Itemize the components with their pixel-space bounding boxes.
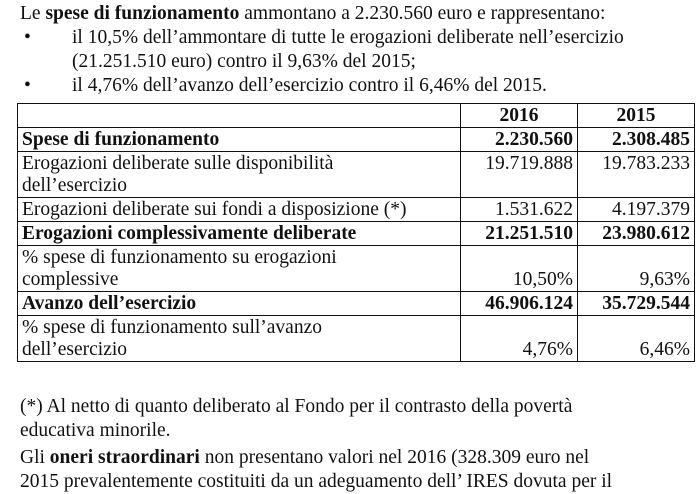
intro-bold-term: spese di funzionamento xyxy=(45,3,240,24)
value-2015: 2.308.485 xyxy=(578,128,695,152)
value-2016: 19.719.888 xyxy=(461,152,578,198)
row-label-line: Erogazioni deliberate sulle disponibilità xyxy=(22,153,334,174)
row-label-line: dell’esercizio xyxy=(22,175,128,196)
value-2015: 4.197.379 xyxy=(578,198,695,222)
paragraph-line xyxy=(20,446,694,470)
table-header-cell: 2016 xyxy=(461,104,578,128)
row-label xyxy=(18,152,461,198)
intro-prefix: Le xyxy=(20,3,46,24)
row-label-line: % spese di funzionamento su erogazioni xyxy=(22,247,337,268)
bullet-icon: • xyxy=(24,27,31,48)
row-label: Erogazioni deliberate sui fondi a disposizione (*) xyxy=(18,198,461,222)
table-header-cell: 2015 xyxy=(578,104,695,128)
table-row xyxy=(18,246,695,292)
bullet-item xyxy=(20,26,700,74)
bullet-text-line: il 10,5% dell’ammontare di tutte le erogazioni deliberate nell’esercizio xyxy=(72,27,624,48)
table-row xyxy=(18,152,695,198)
row-label xyxy=(18,246,461,292)
table-row xyxy=(18,292,695,316)
row-label: Spese di funzionamento xyxy=(18,128,461,152)
table-row xyxy=(18,198,695,222)
row-label: Erogazioni complessivamente deliberate xyxy=(18,222,461,246)
value-2015: 35.729.544 xyxy=(578,292,695,316)
table-row xyxy=(18,222,695,246)
value-2016: 4,76% xyxy=(461,316,578,362)
table-row xyxy=(18,128,695,152)
value-2015: 9,63% xyxy=(578,246,695,292)
row-label: Avanzo dell’esercizio xyxy=(18,292,461,316)
bullet-text-line: (21.251.510 euro) contro il 9,63% del 2015; xyxy=(72,51,416,72)
row-label xyxy=(18,316,461,362)
bullet-icon: • xyxy=(24,75,31,96)
value-2016: 1.531.622 xyxy=(461,198,578,222)
paragraph-bold-term: oneri straordinari xyxy=(49,447,200,468)
bullet-item xyxy=(20,74,700,98)
intro-suffix: ammontano a 2.230.560 euro e rappresentano: xyxy=(239,3,606,24)
paragraph-prefix: Gli xyxy=(20,447,50,468)
table-footnote: (*) Al netto di quanto deliberato al Fondo per il contrasto della povertà xyxy=(20,396,573,417)
table-row xyxy=(18,316,695,362)
bullet-list xyxy=(20,26,700,98)
value-2015: 6,46% xyxy=(578,316,695,362)
row-label-line: dell’esercizio xyxy=(22,339,128,360)
row-label-line: complessive xyxy=(22,269,119,290)
paragraph-suffix: non presentano valori nel 2016 (328.309 euro nel xyxy=(199,447,590,468)
expenses-table xyxy=(17,103,695,362)
value-2016: 46.906.124 xyxy=(461,292,578,316)
table-footnote-continued: educativa minorile. xyxy=(20,420,171,441)
table-header-cell xyxy=(18,104,461,128)
value-2016: 21.251.510 xyxy=(461,222,578,246)
value-2016: 2.230.560 xyxy=(461,128,578,152)
intro-sentence xyxy=(20,2,700,26)
paragraph-line: 2015 prevalentemente costituiti da un adeguamento dell’ IRES dovuta per il xyxy=(20,471,613,492)
row-label-line: % spese di funzionamento sull’avanzo xyxy=(22,317,322,338)
bullet-text-line: il 4,76% dell’avanzo dell’esercizio contro il 6,46% del 2015. xyxy=(72,75,547,96)
table-header-row xyxy=(18,104,695,128)
value-2015: 23.980.612 xyxy=(578,222,695,246)
value-2015: 19.783.233 xyxy=(578,152,695,198)
value-2016: 10,50% xyxy=(461,246,578,292)
